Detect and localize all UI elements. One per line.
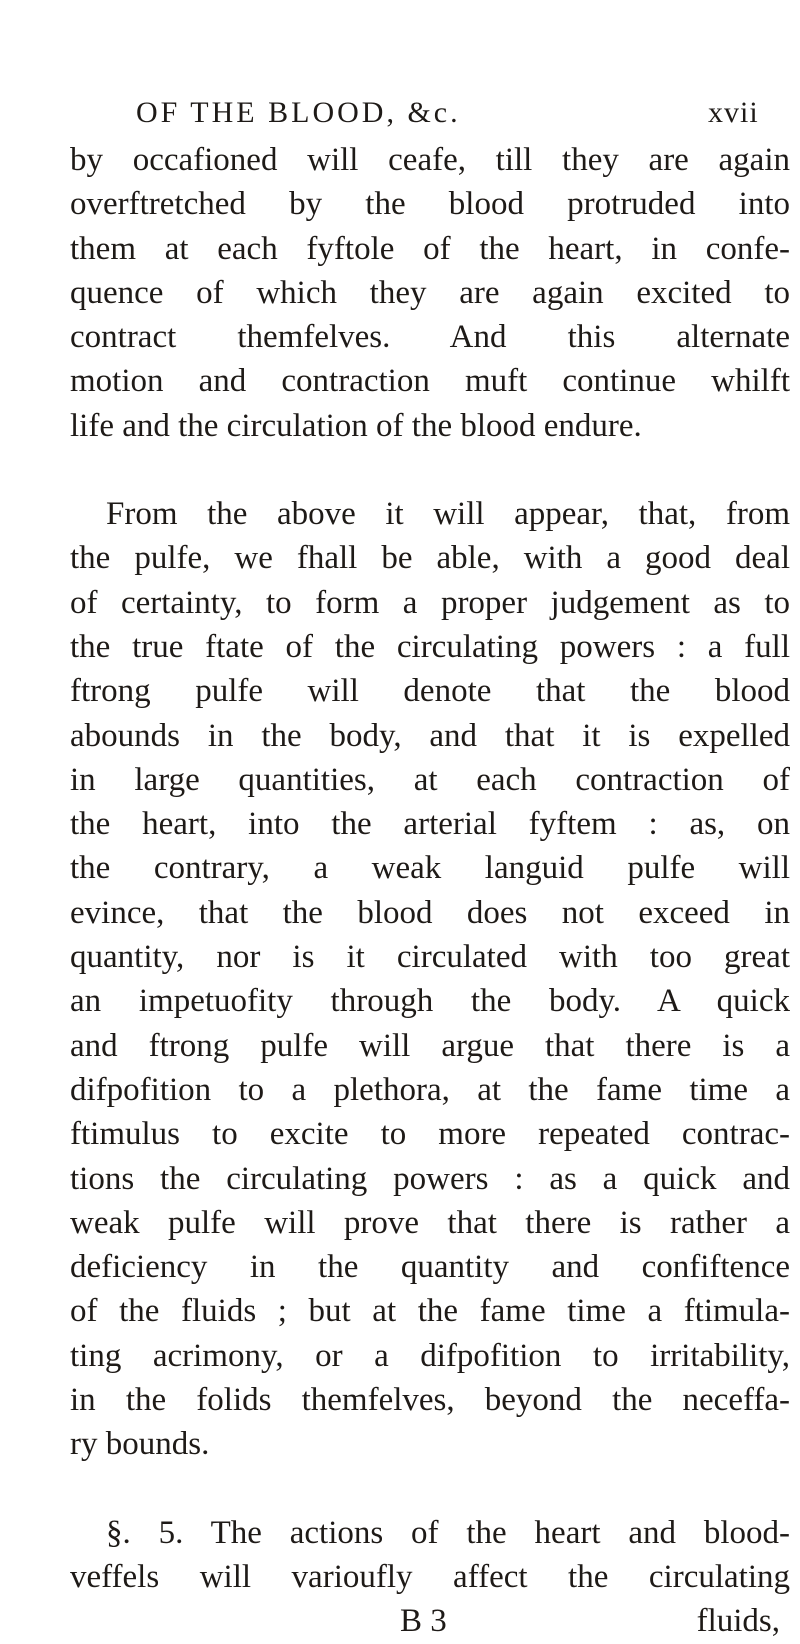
text-line: From the above it will appear, that, from — [106, 496, 790, 533]
paragraph — [70, 138, 790, 448]
text-line: ry bounds. — [70, 1426, 210, 1463]
text-line: contract themfelves. And this alternate — [70, 319, 790, 356]
text-line: quantity, nor is it circulated with too great — [70, 939, 790, 976]
running-head — [136, 96, 796, 136]
catchword: fluids, — [696, 1603, 780, 1640]
text-line: difpofition to a plethora, at the fame time a — [70, 1071, 790, 1108]
paragraph — [70, 492, 790, 1467]
text-line: and ftrong pulfe will argue that there is a — [70, 1027, 790, 1064]
text-line: quence of which they are again excited to — [70, 274, 790, 311]
paragraph-gap — [70, 1467, 790, 1511]
text-line: in the folids themfelves, beyond the neceffa- — [70, 1382, 790, 1419]
text-line: deficiency in the quantity and confiftence — [70, 1249, 790, 1286]
text-line: ftrong pulfe will denote that the blood — [70, 673, 790, 710]
text-line: them at each fyftole of the heart, in confe- — [70, 230, 790, 267]
text-line: an impetuofity through the body. A quick — [70, 983, 790, 1020]
body-text — [70, 138, 790, 1644]
paragraphs-container — [70, 138, 790, 1599]
text-line: the true ftate of the circulating powers : a full — [70, 628, 790, 665]
text-line: overftretched by the blood protruded into — [70, 186, 790, 223]
text-line: ftimulus to excite to more repeated contrac- — [70, 1116, 790, 1153]
text-line: of the fluids ; but at the fame time a ftimula- — [70, 1293, 790, 1330]
text-line: ting acrimony, or a difpofition to irritability, — [70, 1337, 790, 1374]
text-line: motion and contraction muft continue whilft — [70, 363, 790, 400]
text-line: weak pulfe will prove that there is rather a — [70, 1204, 790, 1241]
text-line: the pulfe, we fhall be able, with a good deal — [70, 540, 790, 577]
paragraph — [70, 1511, 790, 1600]
text-line: veffels will varioufly affect the circulating — [70, 1558, 790, 1595]
paragraph-gap — [70, 448, 790, 492]
text-line: abounds in the body, and that it is expelled — [70, 717, 790, 754]
page-number: xvii — [708, 96, 759, 129]
running-title: OF THE BLOOD, &c. — [136, 96, 461, 129]
text-line: in large quantities, at each contraction of — [70, 761, 790, 798]
text-line: life and the circulation of the blood endure. — [70, 407, 642, 444]
text-line: tions the circulating powers : as a quick and — [70, 1160, 790, 1197]
text-line: the heart, into the arterial fyftem : as, on — [70, 806, 790, 843]
text-line: the contrary, a weak languid pulfe will — [70, 850, 790, 887]
text-line: by occafioned will ceafe, till they are again — [70, 142, 790, 178]
catch-line — [70, 1599, 790, 1643]
text-line: of certainty, to form a proper judgement as to — [70, 584, 790, 621]
text-line: evince, that the blood does not exceed in — [70, 894, 790, 931]
signature-mark: B 3 — [400, 1603, 447, 1640]
text-line: §. 5. The actions of the heart and blood- — [106, 1514, 790, 1551]
